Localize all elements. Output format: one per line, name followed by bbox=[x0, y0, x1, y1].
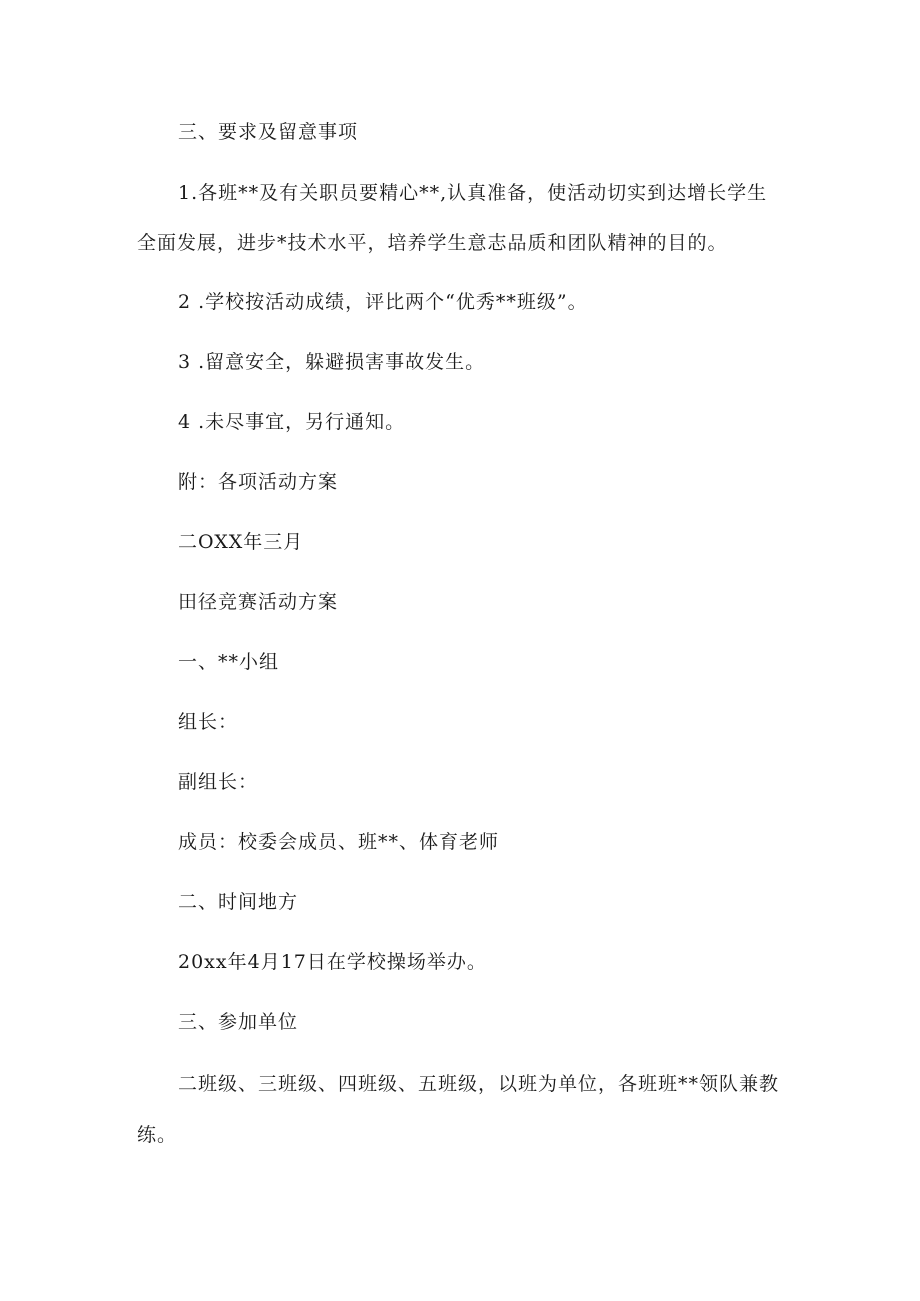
attachment-note: 附：各项活动方案 bbox=[178, 471, 339, 493]
time-place-text: 20xx年4月17日在学校操场举办。 bbox=[178, 951, 487, 973]
section-heading-time-place: 二、时间地方 bbox=[178, 891, 299, 913]
participants-line-1: 二班级、三班级、四班级、五班级，以班为单位，各班班**领队兼教 bbox=[178, 1073, 780, 1095]
paragraph-item-1-line-2: 全面发展，进步*技术水平，培养学生意志品质和团队精神的目的。 bbox=[137, 232, 728, 254]
paragraph-item-3: 3 .留意安全，躲避损害事故发生。 bbox=[178, 351, 486, 373]
document-date: 二OXX年三月 bbox=[178, 531, 304, 553]
group-deputy-leader: 副组长： bbox=[178, 771, 259, 793]
section-heading-participants: 三、参加单位 bbox=[178, 1011, 299, 1033]
group-members: 成员：校委会成员、班**、体育老师 bbox=[178, 831, 500, 853]
group-leader: 组长： bbox=[178, 711, 239, 733]
section-heading-group: 一、**小组 bbox=[178, 651, 280, 673]
plan-title: 田径竞赛活动方案 bbox=[178, 591, 339, 613]
paragraph-item-4: 4 .未尽事宜，另行通知。 bbox=[178, 411, 406, 433]
paragraph-item-1-line-1: 1.各班**及有关职员要精心**,认真准备，使活动切实到达增长学生 bbox=[178, 182, 768, 204]
participants-line-2: 练。 bbox=[137, 1124, 178, 1146]
paragraph-item-2: 2 .学校按活动成绩，评比两个“优秀**班级”。 bbox=[178, 291, 588, 313]
section-heading-requirements: 三、要求及留意事项 bbox=[178, 121, 359, 143]
